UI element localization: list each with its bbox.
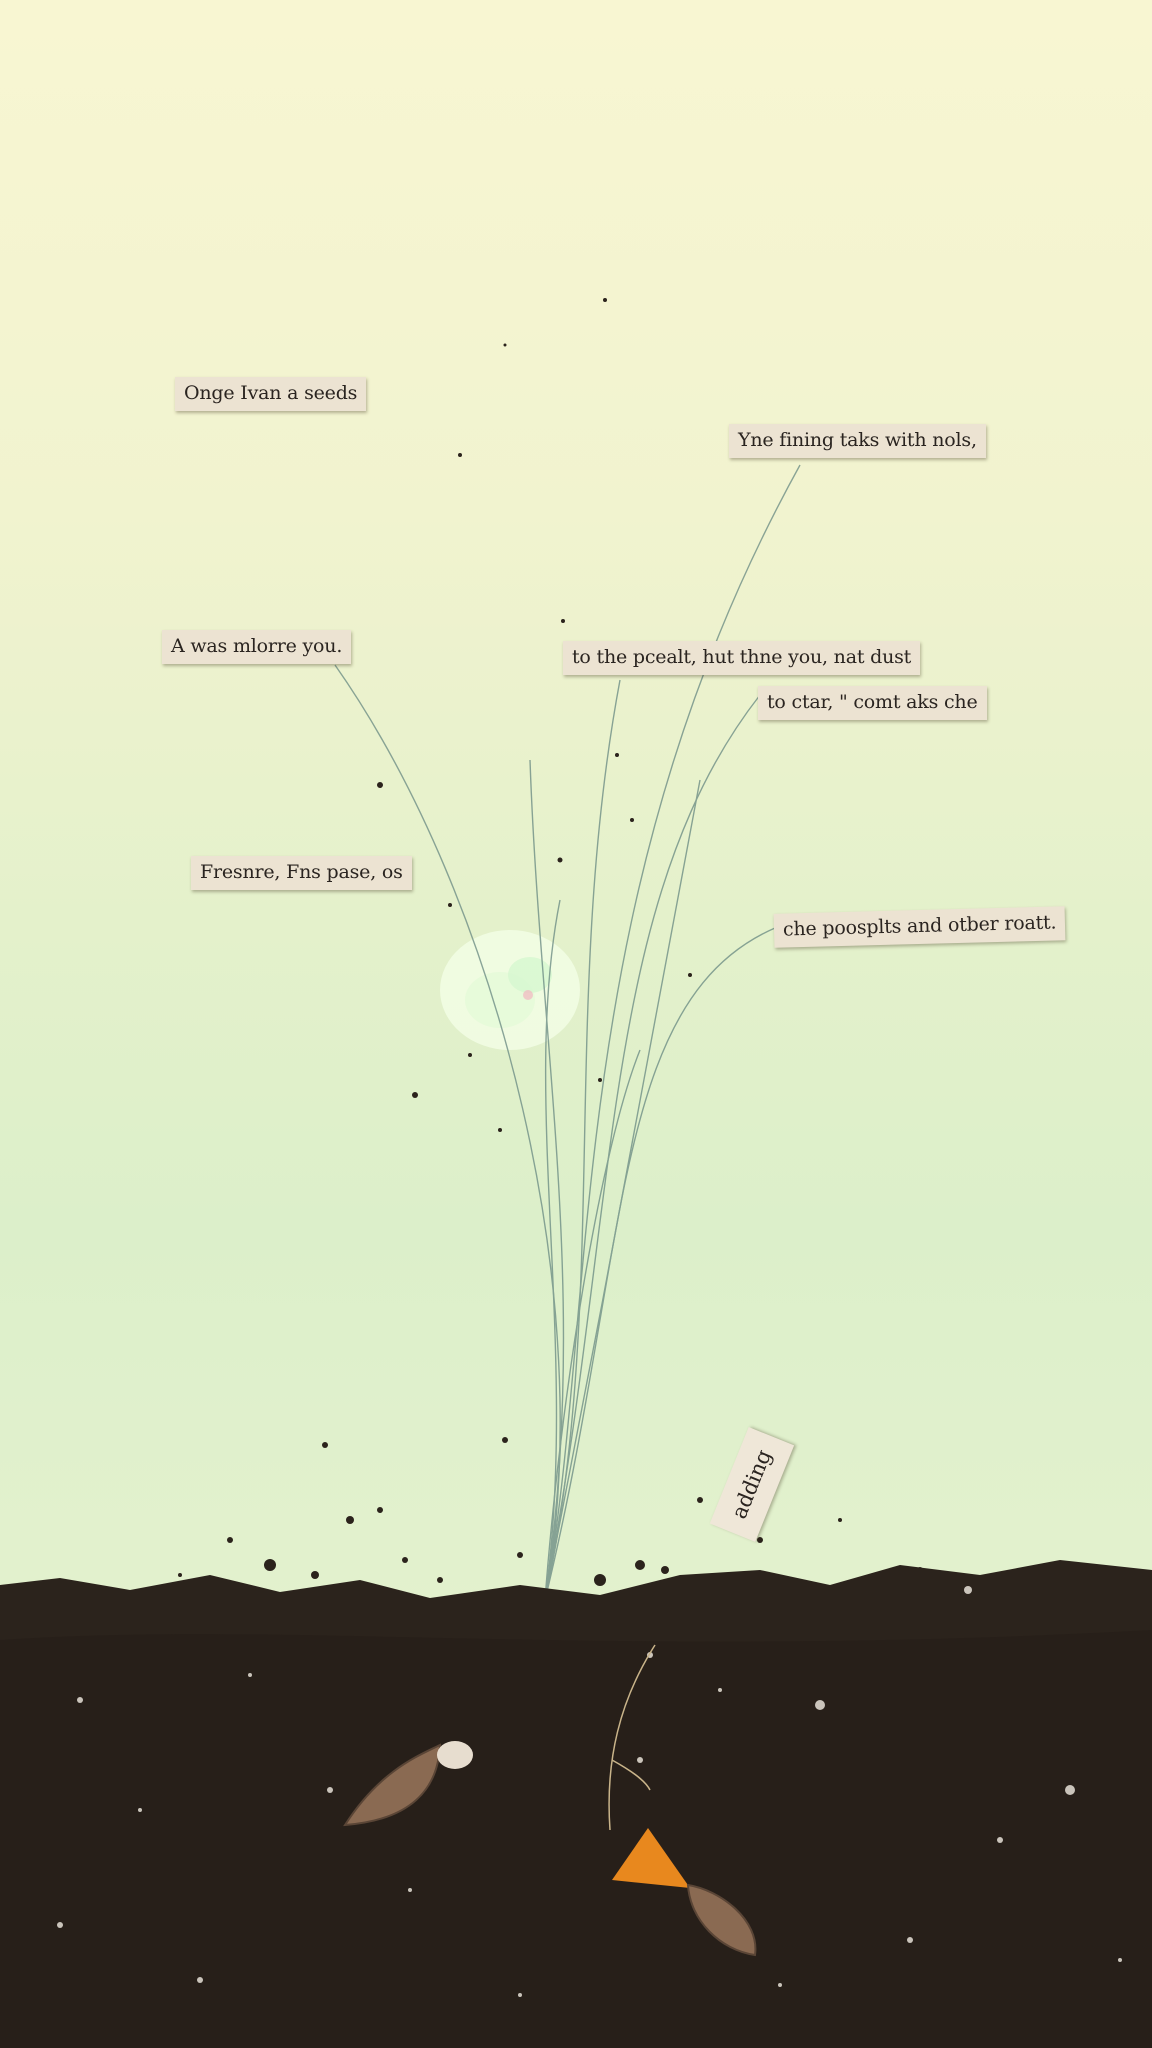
poem-strip-3: A was mlorre you. <box>162 630 351 664</box>
poem-strip-4: to the pcealt, hut thne you, nat dust <box>563 641 920 675</box>
poem-strip-7: che poosplts and otber roatt. <box>774 906 1066 948</box>
poem-strip-8: adding <box>710 1427 794 1542</box>
poem-strip-5: to ctar, " comt aks che <box>758 686 987 720</box>
poem-strip-2: Yne fining taks with nols, <box>729 424 986 458</box>
poem-strip-6: Fresnre, Fns pase, os <box>191 856 412 890</box>
plant-stems <box>335 465 800 1600</box>
bloom-flower <box>440 930 580 1050</box>
poem-strip-1: Onge Ivan a seeds <box>175 377 366 411</box>
soil <box>0 1560 1152 2048</box>
